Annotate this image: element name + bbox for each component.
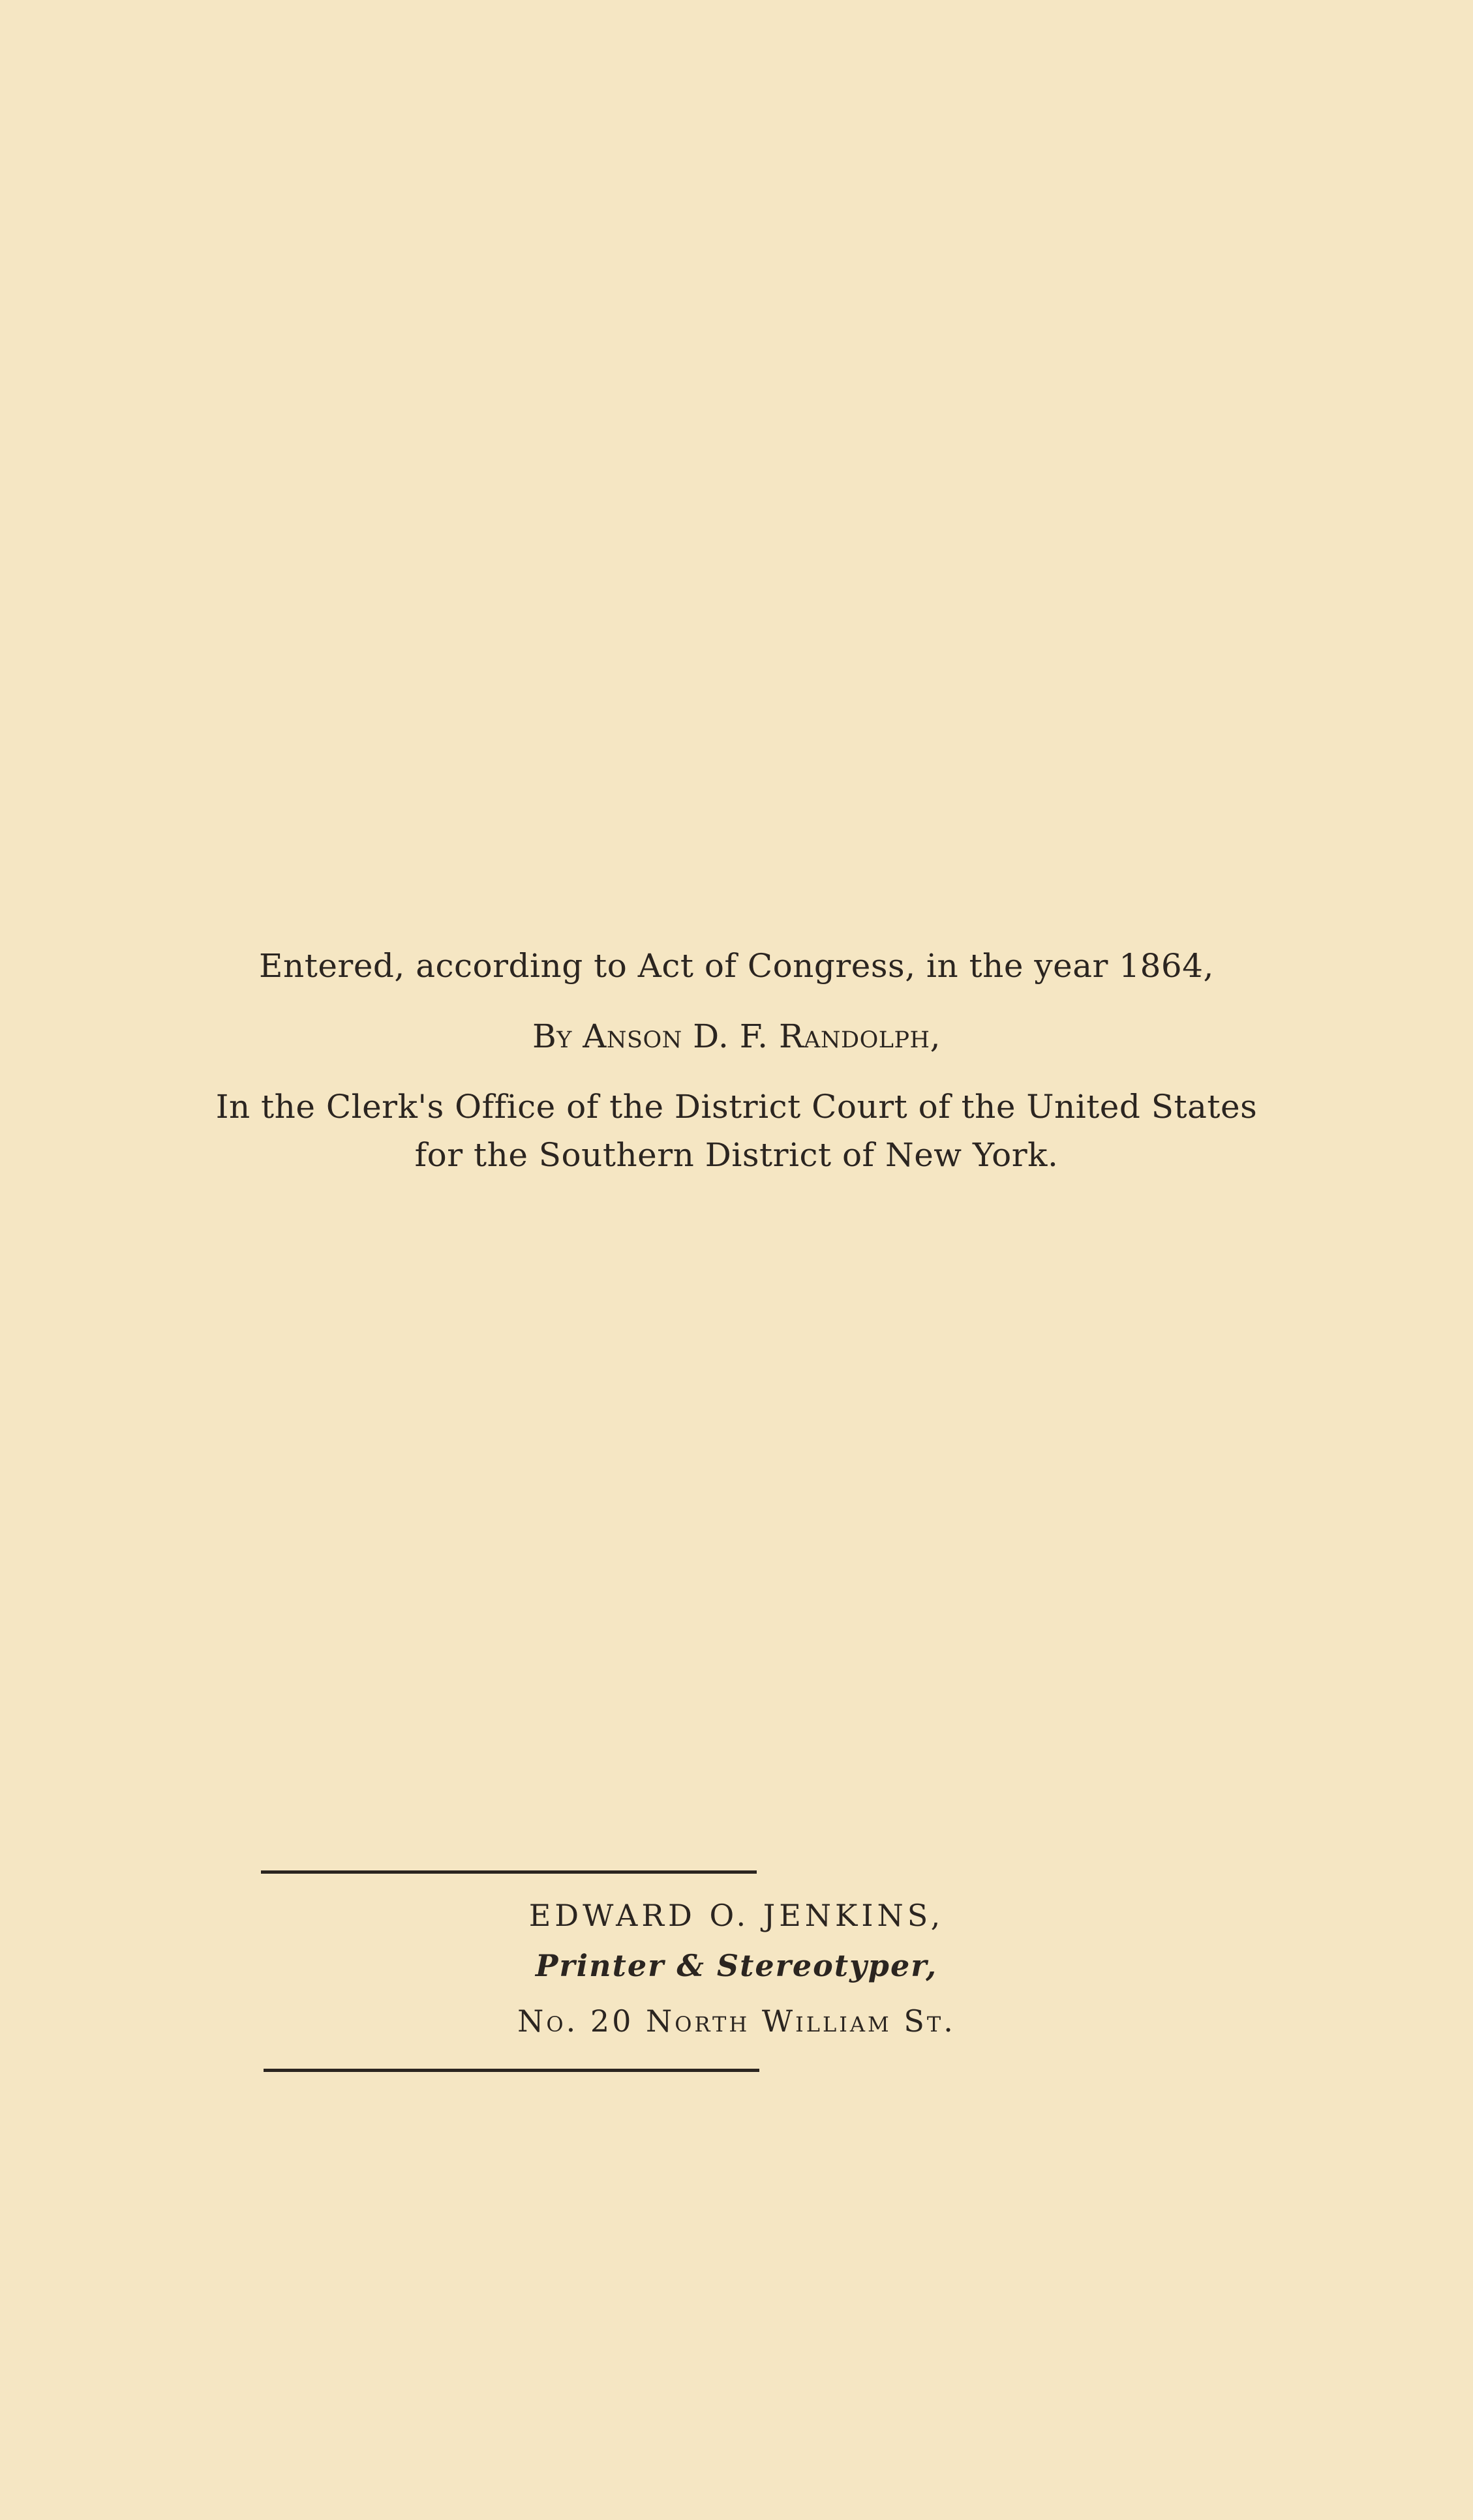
copyright-clerk-office-line: In the Clerk's Office of the District Court of the United States xyxy=(215,1088,1258,1126)
copyright-district-line: for the Southern District of New York. xyxy=(414,1136,1059,1174)
printer-bottom-rule xyxy=(264,2069,759,2072)
printer-trade: Printer & Stereotyper, xyxy=(535,1948,938,1983)
copyright-entered-line: Entered, according to Act of Congress, in the year 1864, xyxy=(259,947,1214,985)
printer-name: EDWARD O. JENKINS, xyxy=(528,1898,945,1933)
printer-top-rule xyxy=(261,1870,757,1874)
copyright-publisher-line: By Anson D. F. Randolph, xyxy=(532,1017,941,1055)
printer-address: No. 20 North William St. xyxy=(517,2003,956,2039)
